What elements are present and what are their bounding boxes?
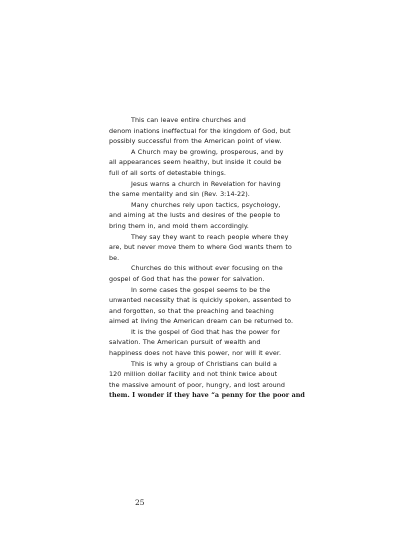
text-line: A Church may be growing, prosperous, and by <box>131 147 284 156</box>
text-line: the same mentality and sin (Rev. 3:14-22). <box>109 190 250 199</box>
text-line: Jesus warns a church in Revelation for having <box>131 179 281 188</box>
text-line: Many churches rely upon tactics, psychology, <box>131 200 281 209</box>
last-line-word: them <box>109 391 128 400</box>
body-text <box>109 115 324 401</box>
text-line: and aiming at the lusts and desires of the people to <box>109 211 281 220</box>
text-line: full of all sorts of detestable things. <box>109 168 227 177</box>
text-line: be. <box>109 253 120 262</box>
text-line-last <box>109 390 324 401</box>
text-line: This is why a group of Christians can build a <box>131 359 278 368</box>
text-line: denom inations ineffectual for the kingdom of God, but <box>109 126 291 135</box>
text-line: unwanted necessity that is quickly spoken, assented to <box>109 296 291 305</box>
text-line: gospel of God that has the power for salvation. <box>109 274 265 283</box>
text-line: and forgotten, so that the preaching and teaching <box>109 306 274 315</box>
text-line: aimed at living the American dream can be returned to. <box>109 317 294 326</box>
page-number: 25 <box>135 498 145 507</box>
text-line: possibly successful from the American point of view. <box>109 137 282 146</box>
text-line: Churches do this without ever focusing on the <box>131 264 283 273</box>
text-line: salvation. The American pursuit of wealth and <box>109 338 261 347</box>
last-line-rest: . I wonder if they have “a penny for the poor and <box>127 391 305 400</box>
text-line: In some cases the gospel seems to be the <box>131 285 271 294</box>
text-line: the massive amount of poor, hungry, and lost around <box>109 380 285 389</box>
text-line: This can leave entire churches and <box>131 116 246 124</box>
text-line: bring them in, and mold them accordingly. <box>109 221 249 230</box>
text-line: It is the gospel of God that has the power for <box>131 327 281 336</box>
text-line: are, but never move them to where God wants them to <box>109 243 292 252</box>
text-line: all appearances seem healthy, but inside it could be <box>109 158 282 167</box>
text-line: 120 million dollar facility and not think twice about <box>109 370 278 379</box>
text-line: They say they want to reach people where they <box>131 232 289 241</box>
text-line: happiness does not have this power, nor will it ever. <box>109 349 282 358</box>
